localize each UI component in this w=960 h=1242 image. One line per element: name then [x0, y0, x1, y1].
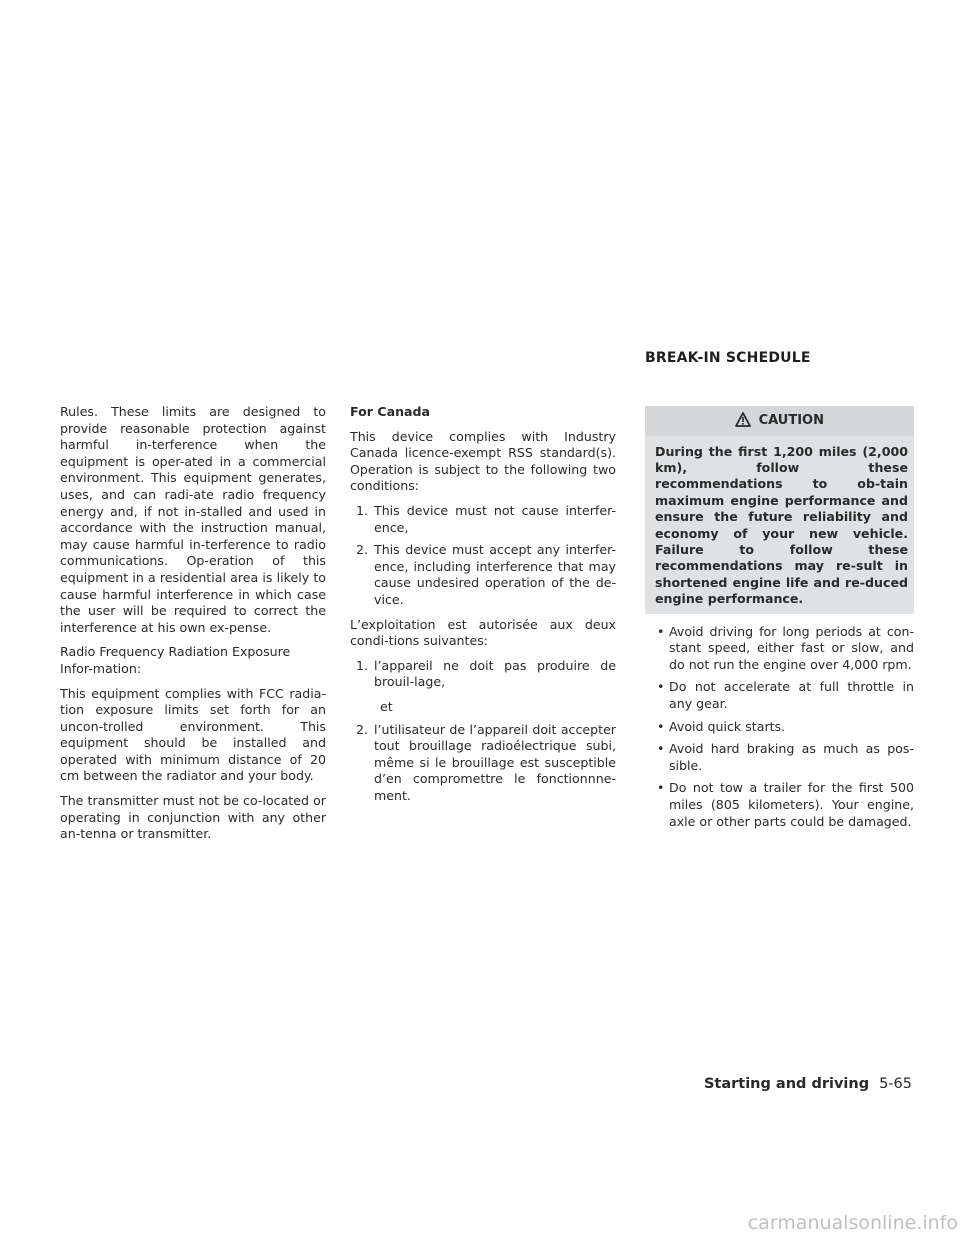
french-conditions-list [350, 658, 616, 691]
french-joiner: et [380, 698, 393, 714]
break-in-bullets [645, 624, 914, 831]
caution-label: CAUTION [758, 413, 824, 428]
list-text: This device must not cause interfer-ence, [374, 502, 616, 535]
paragraph-fcc-rules: Rules. These limits are designed to provide reasonable protection against harmful in-terference when the equipment is oper-ated in a commercial environment. This equipment generates, uses, and can radi-ate radio frequency energy and, if not in-stalled and used in accordance with the instruction manual, may cause harmful in-terference to radio communications. Op-eration of this equipment in a residential area is likely to cause harmful interference in which case the user will be required to correct the interference at his own ex-pense. [60, 404, 326, 635]
list-number: 2. [355, 721, 368, 737]
page-footer [704, 1076, 912, 1092]
bullet-icon: • [657, 780, 665, 796]
canada-intro: This device complies with Industry Canada licence-exempt RSS standard(s). Operation is subject to the following two conditions: [350, 428, 616, 494]
canada-conditions-list [350, 503, 616, 609]
caution-header [645, 406, 914, 436]
french-intro: L’exploitation est autorisée aux deux condi-tions suivantes: [350, 616, 616, 649]
paragraph-rf-exposure-heading: Radio Frequency Radiation Exposure Infor-mation: [60, 644, 291, 676]
list-number: 1. [355, 657, 368, 673]
list-number: 2. [355, 542, 368, 558]
caution-text: During the first 1,200 miles (2,000 km), follow these recommendations to ob-tain maximum engine performance and ensure the future reliability and economy of your new vehicle. Failure to follow these recommendations may re-sult in shortened engine life and re-duced engine performance. [655, 443, 908, 607]
list-text: Avoid hard braking as much as pos-sible. [669, 741, 914, 773]
list-item [350, 542, 616, 608]
list-text: Do not accelerate at full throttle in any gear. [669, 679, 914, 712]
list-number: 1. [355, 502, 368, 518]
page-number: 5-65 [879, 1076, 912, 1092]
list-item [350, 658, 616, 691]
list-text: Do not tow a trailer for the first 500 miles (805 kilometers). Your engine, axle or other parts could be damaged. [669, 780, 914, 829]
middle-column [350, 404, 616, 812]
list-text: l’appareil ne doit pas produire de brouil-lage, [374, 657, 616, 690]
list-item [645, 741, 914, 774]
bullet-icon: • [657, 623, 665, 639]
list-item [645, 624, 914, 674]
list-item [350, 503, 616, 536]
bullet-icon: • [657, 741, 665, 757]
bullet-icon: • [657, 679, 665, 695]
list-text: This device must accept any interfer-ence, including interference that may cause undesired operation of the de-vice. [374, 542, 616, 607]
watermark: carmanualsonline.info [747, 1212, 958, 1234]
french-conditions-list-2 [350, 722, 616, 805]
list-item [350, 722, 616, 805]
warning-triangle-icon [735, 413, 759, 428]
right-column [645, 406, 914, 838]
bullet-icon: • [657, 718, 665, 734]
list-text: l’utilisateur de l’appareil doit accepter tout brouillage radioélectrique subi, même si le brouillage est susceptible d’en compromettre le fonctionnne-ment. [374, 721, 616, 803]
section-title: BREAK-IN SCHEDULE [645, 350, 811, 366]
list-item [645, 719, 914, 736]
chapter-title: Starting and driving [703, 1076, 870, 1092]
caution-box [645, 406, 914, 614]
list-text: Avoid driving for long periods at con-stant speed, either fast or slow, and do not run the engine over 4,000 rpm. [669, 623, 914, 672]
paragraph-transmitter: The transmitter must not be co-located or operating in conjunction with any other an-tenna or transmitter. [60, 793, 326, 842]
list-item [645, 780, 914, 830]
left-column [60, 404, 326, 851]
list-text: Avoid quick starts. [669, 718, 786, 734]
list-item [645, 679, 914, 712]
for-canada-heading: For Canada [350, 404, 431, 419]
paragraph-fcc-exposure: This equipment complies with FCC radia-tion exposure limits set forth for an uncon-trolled environment. This equipment should be installed and operated with minimum distance of 20 cm between the radiator and your body. [60, 685, 326, 784]
